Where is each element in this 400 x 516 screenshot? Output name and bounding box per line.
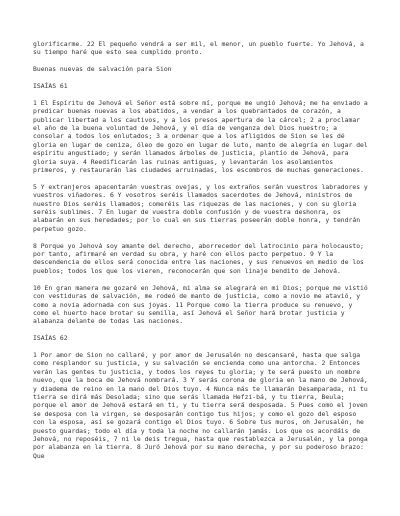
spacer <box>33 275 370 283</box>
spacer <box>33 74 370 82</box>
spacer <box>33 326 370 334</box>
chapter-heading-61: ISAÍAS 61 <box>33 82 68 90</box>
spacer <box>33 233 370 241</box>
paragraph-61-10: 10 En gran manera me gozaré en Jehová, mi alma se alegrará en mi Dios; porque me vistió con vestiduras de salvación, me rodeó de manto de justicia, como a novio me atavió, y como a novia adornada con sus joyas. 11 Porque como la tierra produce su renuevo, y como el huerto hace brotar su semilla, así Jehová el Señor hará brotar justicia y alabanza delante de todas las naciones. <box>33 283 368 326</box>
spacer <box>33 174 370 182</box>
paragraph-61-8: 8 Porque yo Jehová soy amante del derecho, aborrecedor del latrocinio para holocausto; por tanto, afirmaré en verdad su obra, y haré con ellos pacto perpetuo. 9 Y la descendencia de ellos será conocida entre las naciones, y sus renuevos en medio de los pueblos; todos los que los vieren, reconocerán que son linaje bendito de Jehová. <box>33 241 364 275</box>
section-heading: Buenas nuevas de salvación para Sion <box>33 65 172 74</box>
paragraph-61-5: 5 Y extranjeros apacentarán vuestras ovejas, y los extraños serán vuestros labradores y vuestros viñadores. 6 Y vosotros seréis llamados sacerdotes de Jehová, ministros de nuestro Dios seréis llamados; comeréis las riquezas de las naciones, y con su gloria seréis sublimes. 7 En lugar de vuestra doble confusión y de vuestra deshonra, os alabarán en sus heredades; por lo cual en sus tierras poseerán doble honra, y tendrán perpetuo gozo. <box>33 182 368 233</box>
paragraph-62-1: 1 Por amor de Sion no callaré, y por amor de Jerusalén no descansaré, hasta que salga como resplandor su justicia, y su salvación se encienda como una antorcha. 2 Entonces verán las gentes tu justicia, y todos los reyes tu gloria; y te será puesto un nombre nuevo, que la boca de Jehová nombrará. 3 Y serás corona de gloria en la mano de Jehová, y diadema de reino en la mano del Dios tuyo. 4 Nunca más te llamarán Desamparada, ni tu tierra se dirá más Desolada; sino que serás llamada Hefzi-bá, y tu tierra, Beula; porque el amor de Jehová estará en ti, y tu tierra será desposada. 5 Pues como el joven se desposa con la virgen, se desposarán contigo tus hijos; y como el gozo del esposo con la esposa, así se gozará contigo el Dios tuyo. 6 Sobre tus muros, oh Jerusalén, he puesto guardas; todo el día y toda la noche no callarán jamás. Los que os acordáis de Jehová, no reposéis, 7 ni le deis tregua, hasta que restablezca a Jerusalén, y la ponga por alabanza en la tierra. 8 Juró Jehová por su mano derecha, y por su poderoso brazo: Que <box>33 350 368 460</box>
chapter-heading-62: ISAÍAS 62 <box>33 334 68 343</box>
paragraph-61-1: 1 El Espíritu de Jehová el Señor está sobre mí, porque me ungió Jehová; me ha enviado a predicar buenas nuevas a los abatidos, a vendar a los quebrantados de corazón, a publicar libertad a los cautivos, y a los presos apertura de la cárcel; 2 a proclamar el año de la buena voluntad de Jehová, y el día de venganza del Dios nuestro; a consolar a todos los enlutados; 3 a ordenar que a los afligidos de Sion se les dé gloria en lugar de ceniza, óleo de gozo en lugar de luto, manto de alegría en lugar del espíritu angustiado; y serán llamados árboles de justicia, plantío de Jehová, para gloria suya. 4 Reedificarán las ruinas antiguas, y levantarán los asolamientos primeros, y restaurarán las ciudades arruinadas, los escombros de muchas generaciones. <box>33 98 368 175</box>
spacer <box>33 90 370 98</box>
spacer <box>33 57 370 65</box>
paragraph-closing-verse: glorificarme. 22 El pequeño vendrá a ser mil, el menor, un pueblo fuerte. Yo Jehová, a su tiempo haré que esto sea cumplido pronto. <box>33 40 364 57</box>
spacer <box>33 343 370 351</box>
